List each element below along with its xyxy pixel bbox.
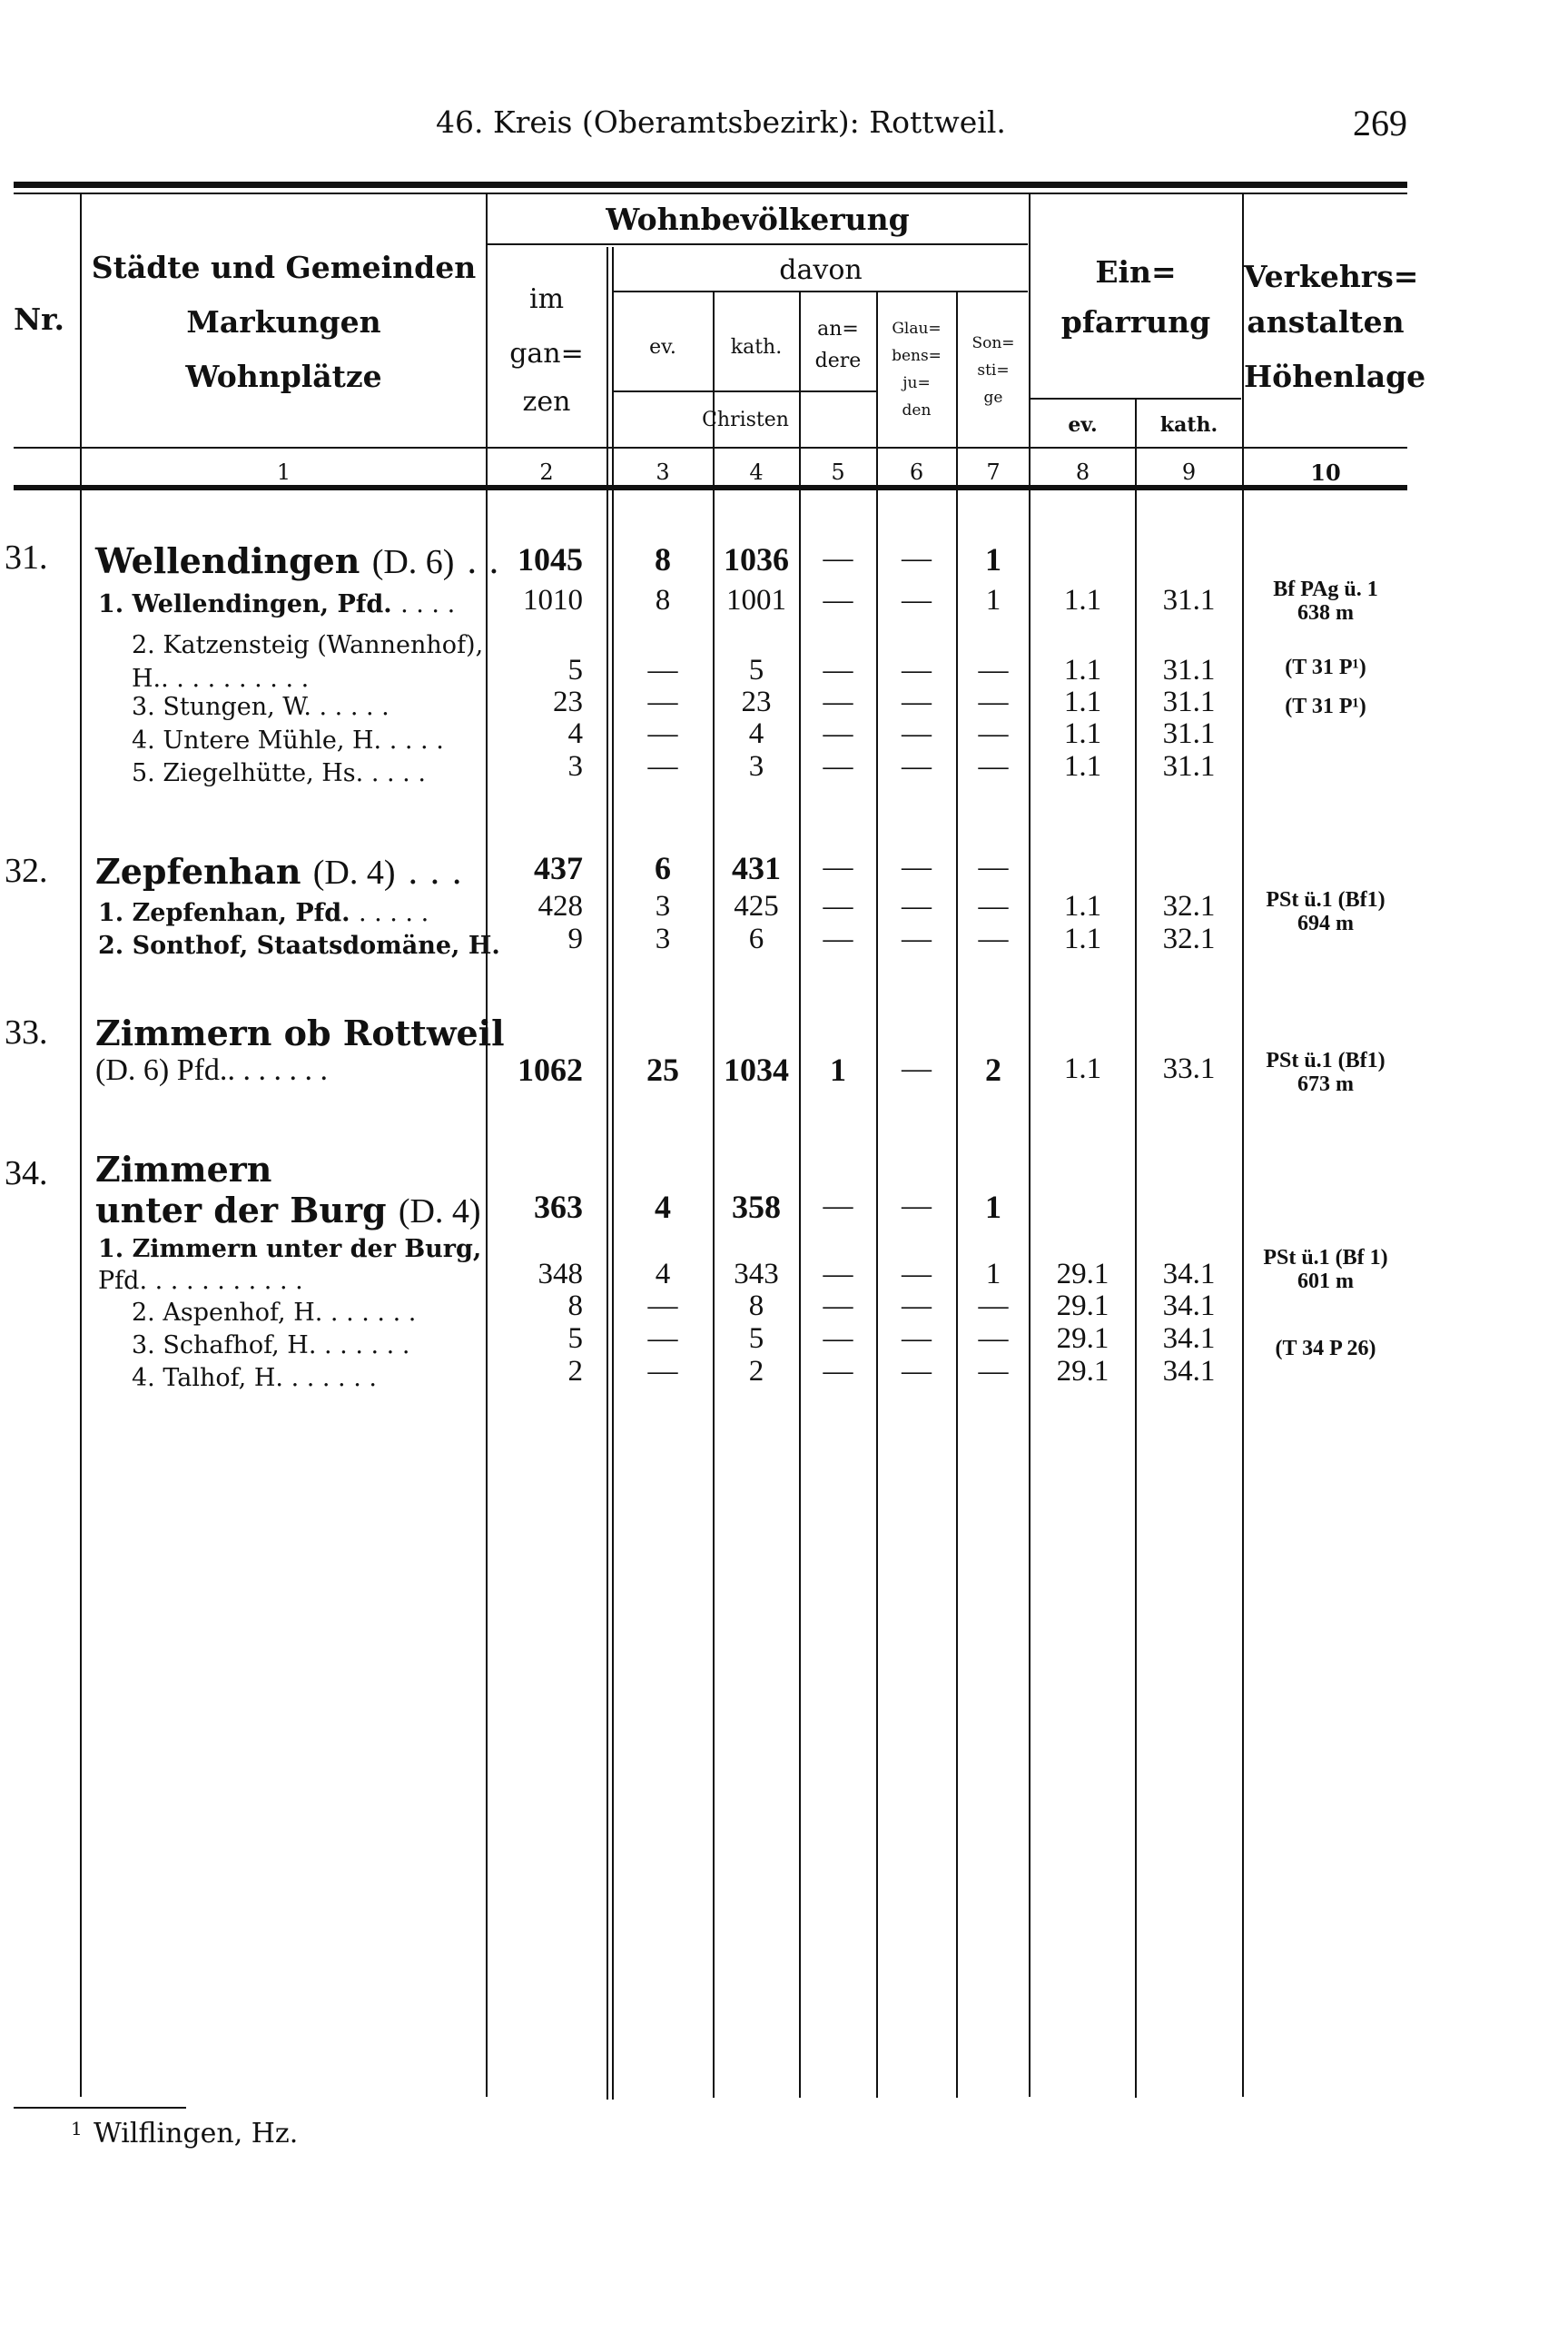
- sub-pfarr-kath: 31.1: [1162, 654, 1216, 687]
- sub-verkehr: (T 31 P¹): [1285, 656, 1366, 679]
- sub-kath: 23: [741, 686, 772, 718]
- sub-verkehr: Bf PAg ü. 1: [1273, 578, 1378, 601]
- sub-total: 348: [537, 1258, 583, 1290]
- entry-total: 437: [534, 850, 583, 886]
- sub-andere: —: [823, 654, 853, 687]
- sub-label: 3. Stungen, W. . . . . .: [132, 693, 390, 721]
- sub-ev: 4: [655, 1258, 671, 1290]
- entry-nr: 31.: [5, 539, 48, 577]
- header-sonst-1: Son=: [971, 334, 1015, 352]
- sub-kath: 1001: [726, 584, 786, 617]
- top-rule-thick: [14, 182, 1407, 188]
- sub-pfarr-kath: 31.1: [1162, 750, 1216, 783]
- sub-total: 5: [567, 654, 583, 687]
- sub-sonst: —: [978, 890, 1009, 923]
- sub-andere: —: [823, 1322, 853, 1355]
- sub-label: 2. Katzensteig (Wannenhof),: [132, 631, 484, 659]
- entry-andere: —: [823, 851, 853, 884]
- sub-hoehe: 694 m: [1297, 912, 1354, 935]
- entry-andere: 1: [830, 1052, 846, 1088]
- sub-total: 4: [567, 717, 583, 750]
- sub-pfarr-ev: 1.1: [1063, 890, 1102, 923]
- sub-total: 2: [567, 1355, 583, 1388]
- entry-kath: 1036: [724, 541, 789, 578]
- sub-andere: —: [823, 584, 853, 617]
- sub-pfarr-kath: 34.1: [1162, 1355, 1216, 1388]
- header-col1-line3: Wohnplätze: [185, 359, 382, 394]
- entry-ev: 6: [655, 850, 671, 886]
- sub-label: 1. Zimmern unter der Burg,: [98, 1235, 482, 1263]
- sub-pfarr-ev: 1.1: [1063, 750, 1102, 783]
- header-nr: Nr.: [14, 301, 65, 337]
- entry-nr: 33.: [5, 1013, 48, 1052]
- sub-label-line2: H.. . . . . . . . . .: [132, 665, 310, 693]
- sub-total: 3: [567, 750, 583, 783]
- entry-sonst: 1: [985, 541, 1001, 578]
- sub-total: 9: [567, 923, 583, 955]
- header-zen: zen: [522, 386, 571, 418]
- sub-pfarr-ev: 1.1: [1063, 654, 1102, 687]
- sub-verkehr: PSt ü.1 (Bf 1): [1263, 1246, 1388, 1270]
- sub-ev: —: [647, 654, 678, 687]
- sub-sonst: —: [978, 1290, 1009, 1322]
- sub-pfarr-kath: 31.1: [1162, 686, 1216, 718]
- header-col1-line1: Städte und Gemeinden: [91, 250, 477, 285]
- sub-pfarr-ev: 1.1: [1063, 686, 1102, 718]
- sub-kath: 6: [748, 923, 764, 955]
- header-christen: Christen: [702, 409, 789, 431]
- sub-juden: —: [902, 750, 932, 783]
- footnote-text: Wilflingen, Hz.: [94, 2118, 299, 2149]
- sub-total: 1010: [523, 584, 583, 617]
- header-verkehr-2: anstalten: [1247, 304, 1405, 340]
- sub-juden: —: [902, 584, 932, 617]
- entry-name: Zimmern: [95, 1149, 272, 1190]
- sub-pfarr-ev: 29.1: [1056, 1322, 1109, 1355]
- colnum-5: 5: [831, 460, 845, 485]
- sub-kath: 5: [748, 654, 764, 687]
- sub-ev: 3: [655, 923, 671, 955]
- entry-hoehe: 673 m: [1297, 1072, 1354, 1096]
- header-davon: davon: [779, 254, 863, 286]
- entry-juden: —: [902, 1052, 932, 1085]
- header-ev: ev.: [649, 336, 676, 359]
- sub-label: 1. Zepfenhan, Pfd. . . . . .: [98, 899, 429, 927]
- sub-kath: 5: [748, 1322, 764, 1355]
- entry-kath: 1034: [724, 1052, 789, 1088]
- entry-sonst: —: [978, 851, 1009, 884]
- header-einpf-kath: kath.: [1159, 413, 1218, 437]
- header-im: im: [528, 283, 565, 315]
- sub-pfarr-kath: 34.1: [1162, 1322, 1216, 1355]
- colnum-8: 8: [1075, 460, 1090, 485]
- sub-sonst: —: [978, 654, 1009, 687]
- einpf-rule: [1031, 398, 1241, 400]
- sub-label: 4. Talhof, H. . . . . . .: [132, 1364, 377, 1392]
- sub-pfarr-kath: 34.1: [1162, 1258, 1216, 1290]
- col-line-3b: [612, 247, 614, 2100]
- entry-pfarr-ev: 1.1: [1063, 1052, 1102, 1085]
- header-einpfarrung-2: pfarrung: [1060, 304, 1211, 340]
- sub-ev: —: [647, 686, 678, 718]
- sub-andere: —: [823, 923, 853, 955]
- sub-andere: —: [823, 1258, 853, 1290]
- colnum-10: 10: [1310, 460, 1341, 486]
- sub-total: 8: [567, 1290, 583, 1322]
- sub-ev: 3: [655, 890, 671, 923]
- sub-pfarr-ev: 29.1: [1056, 1290, 1109, 1322]
- sub-juden: —: [902, 1258, 932, 1290]
- sub-pfarr-ev: 29.1: [1056, 1355, 1109, 1388]
- sub-label: 2. Sonthof, Staatsdomäne, H.: [98, 932, 500, 960]
- sub-label: 2. Aspenhof, H. . . . . . .: [132, 1299, 417, 1327]
- sub-juden: —: [902, 1290, 932, 1322]
- sub-kath: 2: [748, 1355, 764, 1388]
- header-glaubens-3: ju=: [902, 374, 931, 392]
- entry-total: 1045: [518, 541, 583, 578]
- sub-andere: —: [823, 890, 853, 923]
- entry-verkehr: PSt ü.1 (Bf1): [1266, 1049, 1386, 1072]
- entry-kath: 358: [732, 1189, 781, 1225]
- davon-rule: [614, 291, 1028, 292]
- entry-total: 1062: [518, 1052, 583, 1088]
- sub-pfarr-ev: 1.1: [1063, 584, 1102, 617]
- sub-pfarr-ev: 1.1: [1063, 923, 1102, 955]
- sub-kath: 425: [734, 890, 779, 923]
- entry-name-line2: (D. 6) Pfd.. . . . . . .: [95, 1053, 328, 1087]
- entry-nr: 34.: [5, 1154, 48, 1192]
- sub-sonst: —: [978, 1355, 1009, 1388]
- footnote-mark: 1: [71, 2118, 83, 2140]
- col-line-3a: [606, 247, 608, 2100]
- header-sonst-3: ge: [983, 389, 1003, 407]
- footnote-rule: [14, 2107, 186, 2109]
- sub-pfarr-kath: 32.1: [1162, 923, 1216, 955]
- sub-pfarr-kath: 31.1: [1162, 717, 1216, 750]
- entry-juden: —: [902, 542, 932, 575]
- sub-juden: —: [902, 686, 932, 718]
- header-andere-1: an=: [817, 318, 859, 341]
- header-kath: kath.: [730, 336, 783, 359]
- sub-juden: —: [902, 1355, 932, 1388]
- sub-label: 5. Ziegelhütte, Hs. . . . .: [132, 759, 426, 787]
- header-col1-line2: Markungen: [186, 304, 381, 340]
- sub-pfarr-kath: 34.1: [1162, 1290, 1216, 1322]
- sub-ev: 8: [655, 584, 671, 617]
- header-glaubens-1: Glau=: [892, 320, 942, 338]
- entry-name: Wellendingen (D. 6) . .: [95, 540, 499, 581]
- entry-pfarr-kath: 33.1: [1162, 1052, 1216, 1085]
- sub-andere: —: [823, 717, 853, 750]
- header-bottom-rule: [14, 447, 1407, 449]
- colnum-4: 4: [749, 460, 764, 485]
- sub-hoehe: 601 m: [1297, 1270, 1354, 1293]
- entry-total: 363: [534, 1189, 583, 1225]
- sub-sonst: —: [978, 1322, 1009, 1355]
- sub-verkehr: (T 31 P¹): [1285, 695, 1366, 718]
- sub-verkehr: PSt ü.1 (Bf1): [1266, 888, 1386, 912]
- entry-kath: 431: [732, 850, 781, 886]
- sub-label: 3. Schafhof, H. . . . . . .: [132, 1331, 410, 1359]
- sub-ev: —: [647, 1355, 678, 1388]
- sub-sonst: 1: [985, 584, 1001, 617]
- header-einpf-ev: ev.: [1068, 413, 1098, 437]
- header-verkehr-1: Verkehrs=: [1244, 259, 1419, 294]
- entry-name-line2: unter der Burg (D. 4): [95, 1190, 481, 1230]
- sub-juden: —: [902, 717, 932, 750]
- top-rule-thin: [14, 193, 1407, 194]
- entry-sonst: 2: [985, 1052, 1001, 1088]
- colnum-9: 9: [1181, 460, 1197, 485]
- sub-andere: —: [823, 750, 853, 783]
- sub-total: 23: [553, 686, 583, 718]
- sub-ev: —: [647, 1290, 678, 1322]
- sub-andere: —: [823, 686, 853, 718]
- sub-kath: 3: [748, 750, 764, 783]
- sub-juden: —: [902, 1322, 932, 1355]
- entry-juden: —: [902, 851, 932, 884]
- entry-sonst: 1: [985, 1189, 1001, 1225]
- sub-kath: 8: [748, 1290, 764, 1322]
- sub-ev: —: [647, 1322, 678, 1355]
- page-number: 269: [1353, 103, 1407, 143]
- running-head: 46. Kreis (Oberamtsbezirk): Rottweil.: [436, 104, 1006, 140]
- colnum-1: 1: [276, 460, 291, 485]
- header-sonst-2: sti=: [977, 361, 1010, 380]
- sub-sonst: —: [978, 717, 1009, 750]
- colnum-6: 6: [909, 460, 924, 485]
- sub-label: 4. Untere Mühle, H. . . . .: [132, 726, 444, 755]
- header-verkehr-3: Höhenlage: [1244, 359, 1426, 394]
- sub-pfarr-ev: 29.1: [1056, 1258, 1109, 1290]
- sub-ev: —: [647, 717, 678, 750]
- entry-name: Zimmern ob Rottweil: [95, 1013, 505, 1053]
- sub-juden: —: [902, 923, 932, 955]
- sub-verkehr: (T 34 P 26): [1275, 1337, 1376, 1360]
- header-glaubens-2: bens=: [892, 347, 942, 365]
- wohnbev-rule: [488, 243, 1028, 245]
- sub-kath: 4: [748, 717, 764, 750]
- sub-label-line2: Pfd. . . . . . . . . . .: [98, 1267, 303, 1295]
- entry-ev: 4: [655, 1189, 671, 1225]
- sub-label: 1. Wellendingen, Pfd. . . . .: [98, 590, 456, 618]
- colnum-2: 2: [539, 460, 554, 485]
- entry-juden: —: [902, 1190, 932, 1222]
- christen-rule: [614, 390, 877, 392]
- entry-andere: —: [823, 1190, 853, 1222]
- sub-andere: —: [823, 1290, 853, 1322]
- sub-total: 5: [567, 1322, 583, 1355]
- sub-ev: —: [647, 750, 678, 783]
- header-gan: gan=: [509, 338, 584, 370]
- sub-total: 428: [537, 890, 583, 923]
- header-andere-2: dere: [814, 350, 862, 372]
- entry-andere: —: [823, 542, 853, 575]
- sub-sonst: —: [978, 923, 1009, 955]
- colnum-3: 3: [656, 460, 670, 485]
- header-einpfarrung-1: Ein=: [1095, 254, 1177, 290]
- sub-sonst: —: [978, 750, 1009, 783]
- sub-kath: 343: [734, 1258, 779, 1290]
- entry-ev: 8: [655, 541, 671, 578]
- sub-sonst: 1: [985, 1258, 1001, 1290]
- sub-hoehe: 638 m: [1297, 601, 1354, 625]
- sub-pfarr-ev: 1.1: [1063, 717, 1102, 750]
- entry-ev: 25: [646, 1052, 679, 1088]
- col-line-1: [80, 194, 82, 2097]
- entry-name: Zepfenhan (D. 4) . . .: [95, 851, 463, 892]
- sub-juden: —: [902, 654, 932, 687]
- sub-pfarr-kath: 31.1: [1162, 584, 1216, 617]
- sub-andere: —: [823, 1355, 853, 1388]
- colnum-7: 7: [986, 460, 1001, 485]
- sub-juden: —: [902, 890, 932, 923]
- header-wohnbevoelkerung: Wohnbevölkerung: [606, 202, 910, 237]
- header-glaubens-4: den: [902, 401, 932, 420]
- sub-sonst: —: [978, 686, 1009, 718]
- colnum-rule: [14, 485, 1407, 490]
- entry-nr: 32.: [5, 852, 48, 890]
- sub-pfarr-kath: 32.1: [1162, 890, 1216, 923]
